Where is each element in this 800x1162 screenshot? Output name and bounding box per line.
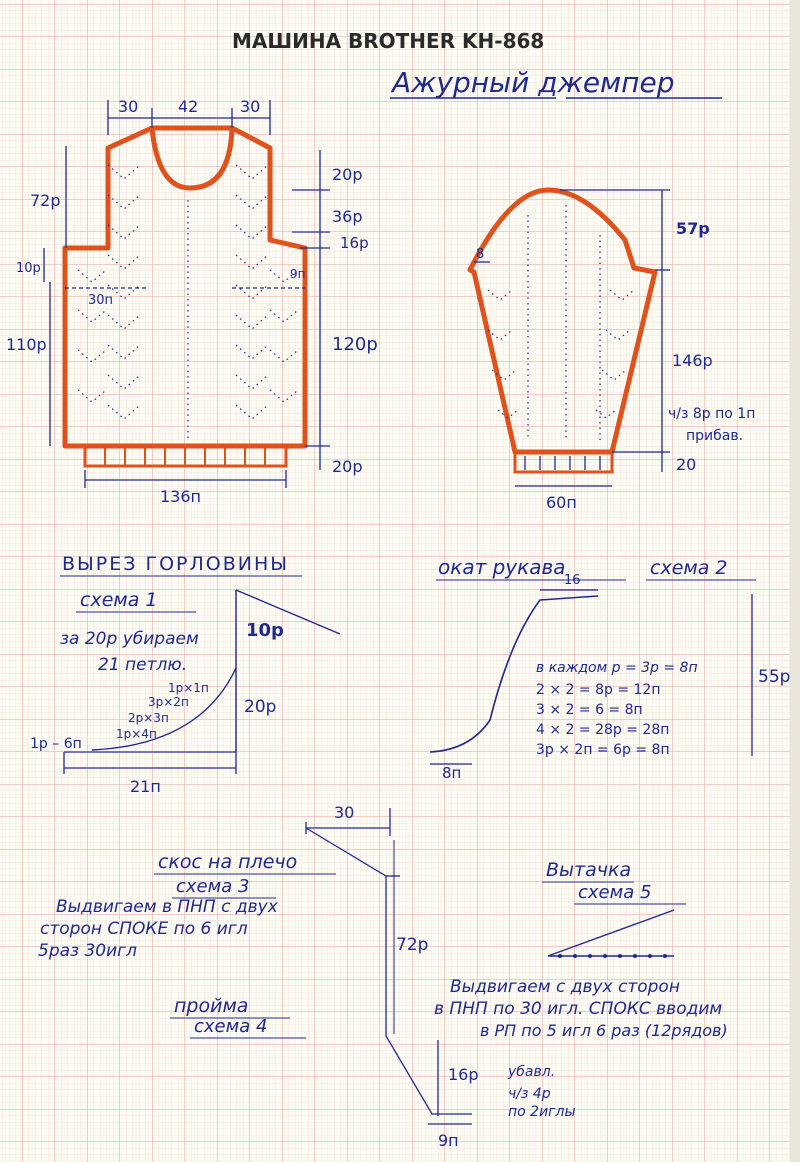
neckline-rows-curve: 20р [244, 697, 277, 717]
sleeve-cuff-width: 60п [546, 493, 577, 512]
dim-rows-120: 120р [332, 334, 378, 355]
neckline-rows-top: 10р [246, 620, 284, 641]
dim-rows-10: 10р [16, 261, 41, 276]
sleeve-cap-step-5: 3р × 2п = 6р = 8п [536, 742, 670, 758]
dim-rows-rib: 20р [332, 457, 363, 476]
sleeve-rows-main: 146р [672, 351, 713, 370]
dim-top-left: 30 [118, 97, 139, 116]
sleeve-cap-scheme-label: схема 2 [650, 557, 728, 579]
neckline-step-4: 1р×4п [116, 727, 157, 741]
neckline-step-1: 1р×1п [168, 681, 209, 695]
armhole-note-3: по 2иглы [508, 1104, 576, 1120]
armhole-rows: 16р [448, 1065, 479, 1084]
sleeve-cap-heading: окат рукава [438, 555, 566, 579]
armhole-heading: пройма [174, 995, 249, 1017]
dim-top-mid: 42 [178, 97, 199, 116]
armhole-scheme-label: схема 4 [194, 1016, 268, 1037]
dart-text-3: в РП по 5 игл 6 раз (12рядов) [480, 1021, 728, 1040]
dart-text-2: в ПНП по 30 игл. СПОКС вводим [434, 999, 723, 1019]
dim-rows-110: 110р [6, 335, 47, 354]
sleeve-cap-top-width: 16 [564, 573, 581, 588]
dim-rows-shoulder: 36р [332, 207, 363, 226]
neckline-scheme-label: схема 1 [80, 589, 158, 611]
page-edge [790, 0, 800, 1162]
shoulder-rows: 72р [396, 935, 429, 955]
shoulder-scheme-label: схема 3 [176, 876, 250, 897]
sleeve-cap-step-4: 4 × 2 = 28р = 28п [536, 722, 670, 738]
shoulder-text-1: Выдвигаем в ПНП с двух [56, 897, 278, 917]
neckline-note-1: за 20р убираем [60, 629, 199, 649]
dim-rows-72: 72р [30, 191, 61, 210]
sleeve-cap-width: 8 [476, 247, 485, 262]
machine-title: МАШИНА BROTHER KH-868 [232, 29, 545, 53]
armhole-width: 9п [438, 1131, 459, 1150]
armhole-note-1: убавл. [508, 1064, 556, 1080]
dim-rows-neck: 20р [332, 165, 363, 184]
sleeve-cap-step-1: в каждом р = 3р = 8п [536, 660, 698, 676]
shoulder-top-width: 30 [334, 803, 355, 822]
dim-rows-armhole: 16р [340, 234, 369, 252]
neckline-step-5: 1р – 6п [30, 736, 82, 752]
dim-top-right: 30 [240, 97, 261, 116]
sleeve-rows-cap: 57р [676, 219, 710, 238]
shoulder-heading: скос на плечо [158, 851, 298, 873]
neckline-step-2: 3р×2п [148, 695, 189, 709]
sleeve-note-1: ч/з 8р по 1п [668, 406, 756, 422]
garment-title: Ажурный джемпер [392, 66, 675, 99]
dart-scheme-label: схема 5 [578, 882, 652, 903]
dart-heading: Вытачка [546, 859, 632, 881]
sleeve-cap-rows: 55р [758, 667, 791, 687]
dim-bottom-width: 136п [160, 487, 201, 506]
sleeve-cap-step-2: 2 × 2 = 8р = 12п [536, 682, 661, 698]
neckline-width: 21п [130, 777, 161, 796]
dim-armhole-width: 9п [290, 267, 306, 281]
sleeve-rows-cuff: 20 [676, 455, 697, 474]
shoulder-text-2: сторон СПОКЕ по 6 игл [40, 919, 248, 939]
dim-side-width: 30п [88, 293, 114, 308]
dart-text-1: Выдвигаем с двух сторон [450, 977, 680, 997]
shoulder-text-3: 5раз 30игл [38, 941, 137, 961]
neckline-step-3: 2р×3п [128, 711, 169, 725]
neckline-note-2: 21 петлю. [98, 655, 188, 675]
sleeve-cap-step-3: 3 × 2 = 6 = 8п [536, 702, 643, 718]
sleeve-note-2: прибав. [686, 428, 744, 444]
sleeve-cap-bottom-width: 8п [442, 764, 462, 782]
armhole-note-2: ч/з 4р [508, 1086, 551, 1102]
neckline-heading: ВЫРЕЗ ГОРЛОВИНЫ [62, 553, 290, 575]
